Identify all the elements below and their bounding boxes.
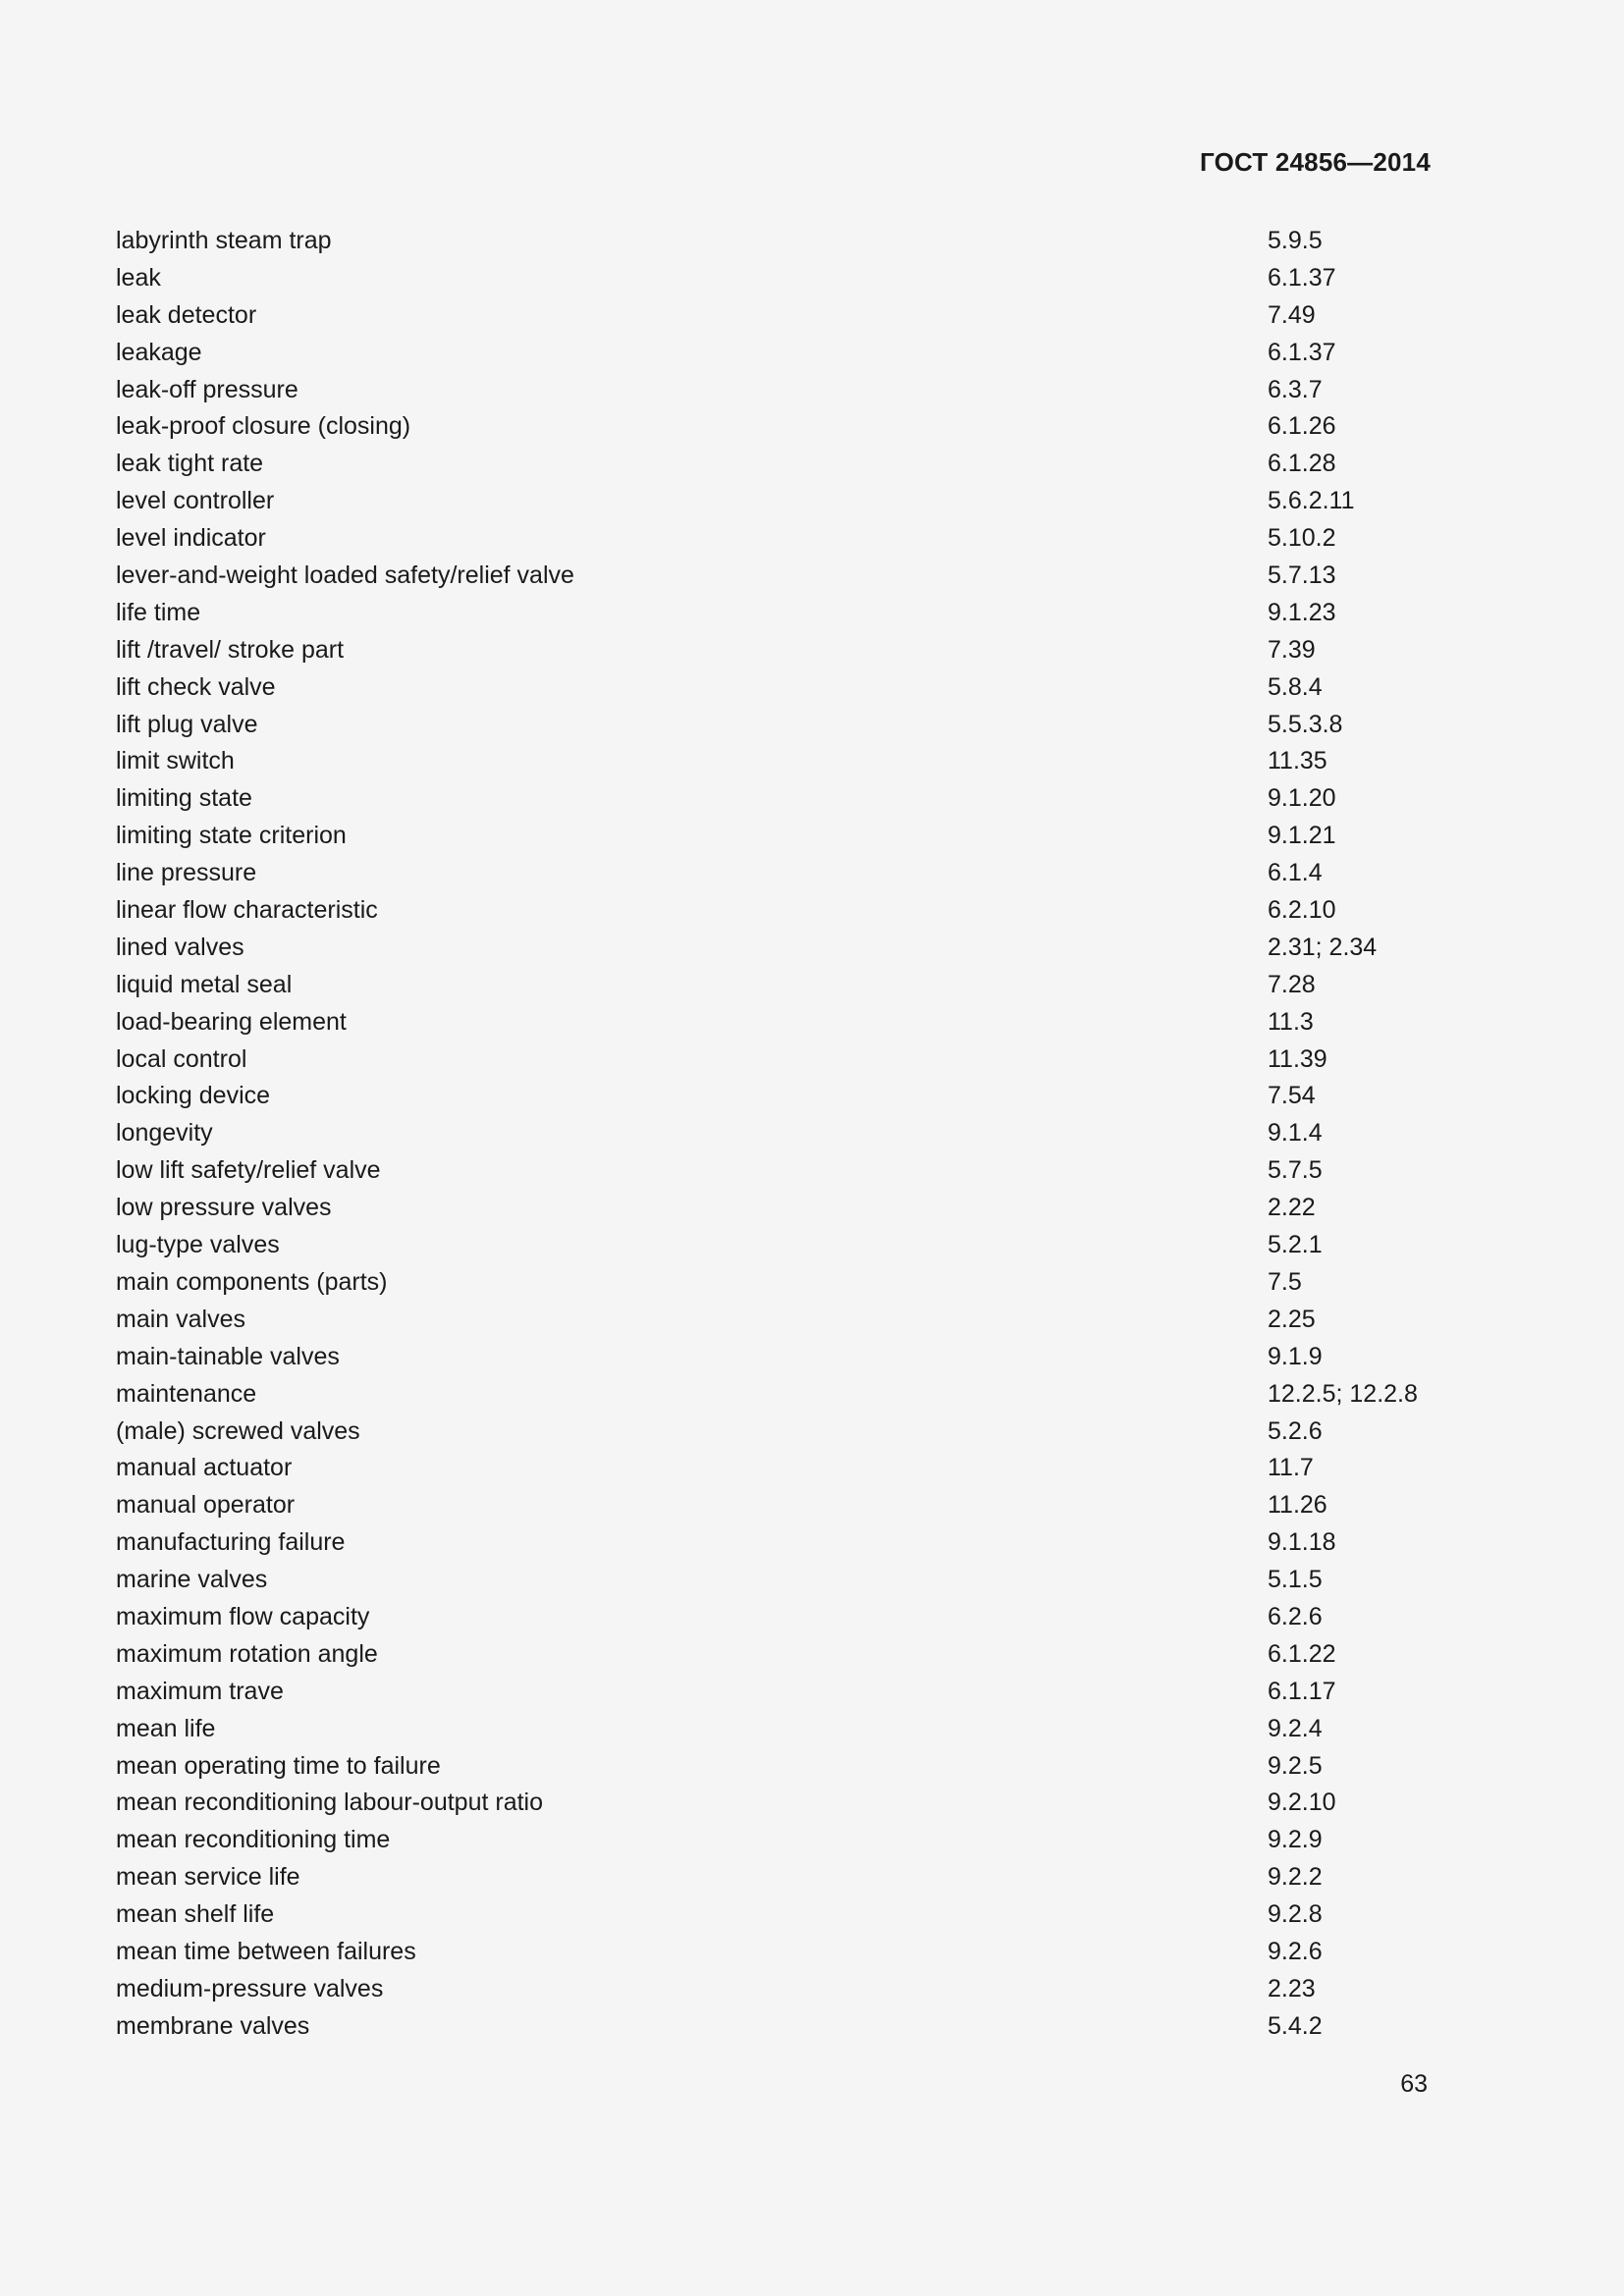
index-reference: 9.1.9 bbox=[1268, 1342, 1323, 1370]
index-reference: 5.7.13 bbox=[1268, 561, 1336, 590]
index-reference: 5.2.1 bbox=[1268, 1231, 1323, 1259]
index-reference: 5.7.5 bbox=[1268, 1156, 1323, 1185]
index-reference: 9.1.20 bbox=[1268, 784, 1336, 813]
index-reference: 6.1.28 bbox=[1268, 450, 1336, 478]
index-row bbox=[116, 1972, 1432, 2009]
index-row bbox=[116, 1265, 1432, 1303]
index-reference: 6.1.26 bbox=[1268, 412, 1336, 441]
index-reference: 9.1.4 bbox=[1268, 1119, 1323, 1148]
index-term: lined valves bbox=[116, 933, 244, 961]
index-row bbox=[116, 261, 1432, 298]
index-term: marine valves bbox=[116, 1566, 268, 1594]
index-term: leak bbox=[116, 263, 161, 292]
index-term: mean reconditioning time bbox=[116, 1826, 391, 1854]
index-row bbox=[116, 1637, 1432, 1675]
index-reference: 6.2.6 bbox=[1268, 1602, 1323, 1630]
index-row bbox=[116, 670, 1432, 708]
index-term: load-bearing element bbox=[116, 1007, 347, 1036]
index-term: manual operator bbox=[116, 1491, 296, 1520]
index-reference: 9.2.2 bbox=[1268, 1863, 1323, 1892]
index-term: limit switch bbox=[116, 747, 235, 775]
index-row bbox=[116, 298, 1432, 336]
index-row bbox=[116, 633, 1432, 670]
index-term: main components (parts) bbox=[116, 1267, 388, 1296]
index-term: main-tainable valves bbox=[116, 1342, 340, 1370]
index-row bbox=[116, 1451, 1432, 1488]
index-term: membrane valves bbox=[116, 2011, 310, 2040]
index-row bbox=[116, 1340, 1432, 1377]
index-term: local control bbox=[116, 1044, 247, 1073]
index-term: manual actuator bbox=[116, 1454, 293, 1482]
index-row bbox=[116, 1860, 1432, 1897]
index-reference: 6.1.4 bbox=[1268, 859, 1323, 887]
index-row bbox=[116, 1600, 1432, 1637]
index-reference: 7.5 bbox=[1268, 1267, 1302, 1296]
index-row bbox=[116, 1675, 1432, 1712]
index-row bbox=[116, 596, 1432, 633]
index-term: linear flow characteristic bbox=[116, 896, 378, 925]
index-term: low pressure valves bbox=[116, 1194, 332, 1222]
index-row bbox=[116, 521, 1432, 559]
index-reference: 7.49 bbox=[1268, 300, 1316, 329]
index-term: lift /travel/ stroke part bbox=[116, 635, 345, 664]
index-reference: 11.39 bbox=[1268, 1044, 1327, 1073]
index-term: lug-type valves bbox=[116, 1231, 280, 1259]
index-reference: 5.5.3.8 bbox=[1268, 710, 1343, 738]
index-term: lift check valve bbox=[116, 672, 276, 701]
index-row bbox=[116, 1042, 1432, 1080]
index-term: limiting state criterion bbox=[116, 822, 347, 850]
index-reference: 2.31; 2.34 bbox=[1268, 933, 1378, 961]
index-row bbox=[116, 559, 1432, 596]
index-row bbox=[116, 1749, 1432, 1787]
index-reference: 7.54 bbox=[1268, 1082, 1316, 1110]
index-reference: 6.3.7 bbox=[1268, 375, 1323, 403]
index-reference: 11.3 bbox=[1268, 1007, 1314, 1036]
index-reference: 5.9.5 bbox=[1268, 227, 1323, 254]
index-term: manufacturing failure bbox=[116, 1528, 346, 1557]
index-reference: 6.1.37 bbox=[1268, 338, 1336, 366]
index-row bbox=[116, 336, 1432, 373]
index-row bbox=[116, 1153, 1432, 1191]
index-term: longevity bbox=[116, 1119, 213, 1148]
index-term: leak detector bbox=[116, 300, 257, 329]
index-term: liquid metal seal bbox=[116, 970, 293, 998]
index-reference: 5.4.2 bbox=[1268, 2011, 1323, 2040]
index-reference: 6.1.22 bbox=[1268, 1639, 1336, 1668]
index-term: maximum flow capacity bbox=[116, 1602, 370, 1630]
index-row bbox=[116, 1823, 1432, 1860]
index-reference: 2.23 bbox=[1268, 1974, 1316, 2002]
index-reference: 7.39 bbox=[1268, 635, 1316, 664]
index-reference: 6.2.10 bbox=[1268, 896, 1336, 925]
index-term: maximum rotation angle bbox=[116, 1639, 378, 1668]
page-number: 63 bbox=[1400, 2070, 1428, 2098]
index-term: (male) screwed valves bbox=[116, 1416, 360, 1445]
index-row bbox=[116, 931, 1432, 968]
index-reference: 9.1.21 bbox=[1268, 822, 1336, 850]
index-row bbox=[116, 447, 1432, 484]
index-term: lift plug valve bbox=[116, 710, 258, 738]
index-row bbox=[116, 1897, 1432, 1935]
index-reference: 5.10.2 bbox=[1268, 524, 1336, 553]
index-term: lever-and-weight loaded safety/relief valve bbox=[116, 561, 574, 590]
index-reference: 9.2.5 bbox=[1268, 1751, 1323, 1780]
index-reference: 12.2.5; 12.2.8 bbox=[1268, 1379, 1418, 1408]
index-row bbox=[116, 1712, 1432, 1749]
index-reference: 9.2.10 bbox=[1268, 1789, 1336, 1817]
index-reference: 5.6.2.11 bbox=[1268, 487, 1355, 515]
index-reference: 11.26 bbox=[1268, 1491, 1327, 1520]
index-term: mean life bbox=[116, 1714, 216, 1742]
index-row bbox=[116, 781, 1432, 819]
index-reference: 11.7 bbox=[1268, 1454, 1314, 1482]
index-row bbox=[116, 893, 1432, 931]
index-reference: 9.2.9 bbox=[1268, 1826, 1323, 1854]
index-term: medium-pressure valves bbox=[116, 1974, 384, 2002]
term-index-list bbox=[116, 224, 1432, 2047]
index-row bbox=[116, 1935, 1432, 1972]
index-row bbox=[116, 856, 1432, 893]
index-reference: 9.2.4 bbox=[1268, 1714, 1323, 1742]
index-term: labyrinth steam trap bbox=[116, 227, 332, 254]
index-row bbox=[116, 1377, 1432, 1415]
index-term: level controller bbox=[116, 487, 275, 515]
index-row bbox=[116, 744, 1432, 781]
index-row bbox=[116, 819, 1432, 856]
index-term: leak tight rate bbox=[116, 450, 264, 478]
index-reference: 7.28 bbox=[1268, 970, 1316, 998]
index-term: mean time between failures bbox=[116, 1937, 416, 1965]
index-row bbox=[116, 968, 1432, 1005]
index-term: low lift safety/relief valve bbox=[116, 1156, 381, 1185]
document-code-header: ГОСТ 24856—2014 bbox=[1200, 147, 1431, 177]
index-row bbox=[116, 1079, 1432, 1116]
index-row bbox=[116, 1005, 1432, 1042]
index-term: maintenance bbox=[116, 1379, 257, 1408]
index-term: maximum trave bbox=[116, 1677, 284, 1705]
index-row bbox=[116, 484, 1432, 521]
index-reference: 2.22 bbox=[1268, 1194, 1316, 1222]
index-row bbox=[116, 1488, 1432, 1525]
index-reference: 6.1.37 bbox=[1268, 263, 1336, 292]
index-reference: 11.35 bbox=[1268, 747, 1327, 775]
index-term: line pressure bbox=[116, 859, 257, 887]
index-row bbox=[116, 1525, 1432, 1563]
index-reference: 2.25 bbox=[1268, 1305, 1316, 1333]
index-term: main valves bbox=[116, 1305, 245, 1333]
index-row bbox=[116, 1415, 1432, 1452]
index-reference: 6.1.17 bbox=[1268, 1677, 1336, 1705]
index-term: leak-off pressure bbox=[116, 375, 298, 403]
index-reference: 9.2.8 bbox=[1268, 1900, 1323, 1929]
index-term: leak-proof closure (closing) bbox=[116, 412, 411, 441]
index-term: leakage bbox=[116, 338, 202, 366]
index-row bbox=[116, 373, 1432, 410]
index-row bbox=[116, 1191, 1432, 1228]
index-reference: 9.2.6 bbox=[1268, 1937, 1323, 1965]
index-term: mean operating time to failure bbox=[116, 1751, 441, 1780]
index-term: level indicator bbox=[116, 524, 266, 553]
index-row bbox=[116, 1228, 1432, 1265]
index-row bbox=[116, 1563, 1432, 1600]
index-row bbox=[116, 1116, 1432, 1153]
index-row bbox=[116, 409, 1432, 447]
index-term: mean service life bbox=[116, 1863, 300, 1892]
index-term: mean shelf life bbox=[116, 1900, 275, 1929]
index-row bbox=[116, 1786, 1432, 1823]
index-reference: 5.2.6 bbox=[1268, 1416, 1323, 1445]
index-term: limiting state bbox=[116, 784, 252, 813]
index-row bbox=[116, 1303, 1432, 1340]
index-reference: 5.1.5 bbox=[1268, 1566, 1323, 1594]
index-term: life time bbox=[116, 598, 201, 626]
index-row bbox=[116, 2009, 1432, 2047]
index-reference: 9.1.18 bbox=[1268, 1528, 1336, 1557]
index-term: mean reconditioning labour-output ratio bbox=[116, 1789, 543, 1817]
index-reference: 9.1.23 bbox=[1268, 598, 1336, 626]
index-row bbox=[116, 708, 1432, 745]
index-term: locking device bbox=[116, 1082, 271, 1110]
index-row bbox=[116, 224, 1432, 261]
index-reference: 5.8.4 bbox=[1268, 672, 1323, 701]
